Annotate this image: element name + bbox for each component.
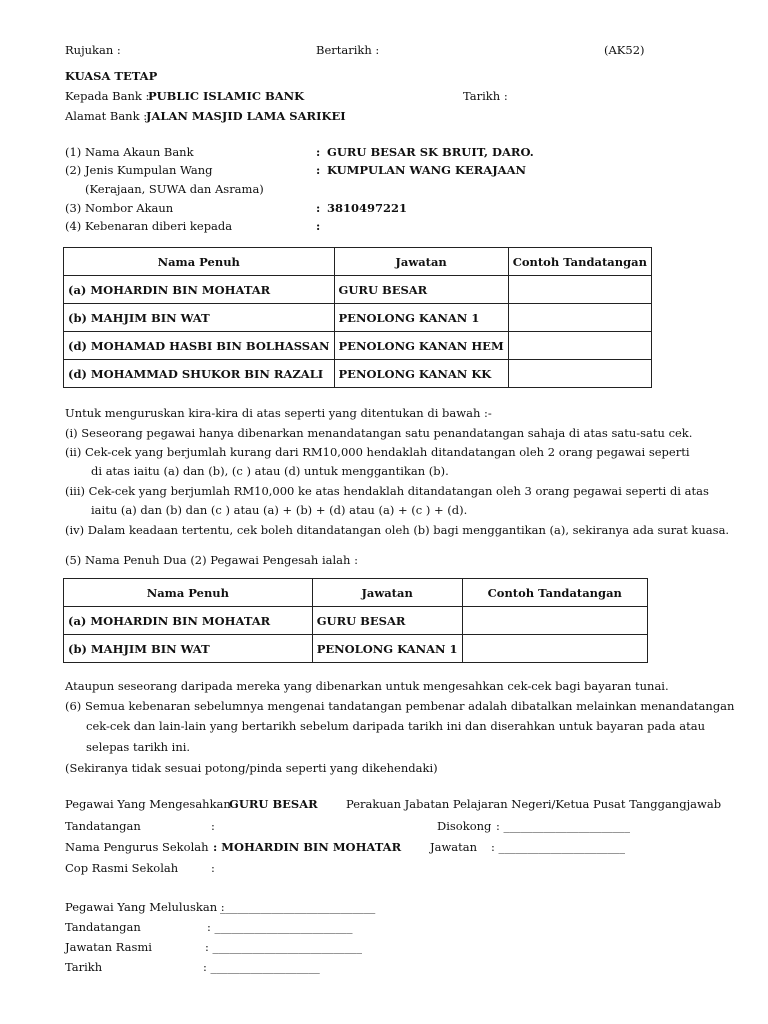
field-label: (1) Nama Akaun Bank	[65, 145, 194, 159]
column-header: Nama Penuh	[64, 248, 335, 276]
field-label: (3) Nombor Akaun	[65, 201, 174, 215]
bertarikh-label: Bertarikh :	[316, 43, 380, 57]
note-line: (6) Semua kebenaran sebelumnya mengenai tandatangan pembenar adalah dibatalkan melainkan menandatangan	[65, 699, 735, 713]
signatory-post: PENOLONG KANAN HEM	[334, 332, 508, 360]
tandatangan-colon: :	[211, 819, 215, 833]
rule-line: (iii) Cek-cek yang berjumlah RM10,000 ke atas hendaklah ditandatangan oleh 3 orang pegawai seperti di atas	[65, 484, 709, 498]
jawatan-rasmi-blank: : __________________________	[205, 940, 363, 954]
pegawai-mengesahkan-label: Pegawai Yang Mengesahkan :	[65, 797, 239, 811]
kepada-bank-label: Kepada Bank :	[65, 89, 150, 103]
note-line: selepas tarikh ini.	[86, 740, 191, 754]
signatory-name: (d) MOHAMAD HASBI BIN BOLHASSAN	[64, 332, 335, 360]
kepada-bank-value: PUBLIC ISLAMIC BANK	[148, 89, 305, 103]
signatory-name: (a) MOHARDIN BIN MOHATAR	[64, 276, 335, 304]
alamat-bank-value: JALAN MASJID LAMA SARIKEI	[146, 109, 346, 123]
signature-cell	[462, 635, 647, 663]
jawatan-blank: : ______________________	[491, 840, 626, 854]
rule-line: (iv) Dalam keadaan tertentu, cek boleh ditandatangan oleh (b) bagi menggantikan (a), sekiranya ada surat kuasa.	[65, 523, 730, 537]
table-row	[64, 635, 648, 663]
pegawai-meluluskan-label: Pegawai Yang Meluluskan :	[65, 900, 225, 914]
field-colon: :	[316, 145, 321, 159]
field-colon: :	[316, 163, 321, 177]
column-header: Contoh Tandatangan	[462, 579, 647, 607]
signatory-name: (d) MOHAMMAD SHUKOR BIN RAZALI	[64, 360, 335, 388]
note-line: (Sekiranya tidak sesuai potong/pinda seperti yang dikehendaki)	[65, 761, 438, 775]
rujukan-label: Rujukan :	[65, 43, 121, 57]
rule-line: (ii) Cek-cek yang berjumlah kurang dari RM10,000 hendaklah ditandatangan oleh 2 orang pegawai seperti	[65, 445, 690, 459]
table-row	[64, 607, 648, 635]
cop-rasmi-label: Cop Rasmi Sekolah	[65, 861, 179, 875]
pegawai-meluluskan-blank: ___________________________	[220, 900, 376, 914]
form-code: (AK52)	[604, 43, 645, 57]
table-header-row	[64, 579, 648, 607]
column-header: Contoh Tandatangan	[508, 248, 651, 276]
table-header-row	[64, 248, 652, 276]
approval-tarikh-blank: : ___________________	[203, 960, 320, 974]
note-line: Ataupun seseorang daripada mereka yang dibenarkan untuk mengesahkan cek-cek bagi bayaran tunai.	[65, 679, 669, 693]
signatory-post: PENOLONG KANAN KK	[334, 360, 508, 388]
column-header: Jawatan	[334, 248, 508, 276]
signatory-name: (b) MAHJIM BIN WAT	[64, 304, 335, 332]
nama-pengurus-value: : MOHARDIN BIN MOHATAR	[213, 840, 402, 854]
section-5-heading: (5) Nama Penuh Dua (2) Pegawai Pengesah ialah :	[65, 553, 358, 567]
nama-pengurus-label: Nama Pengurus Sekolah	[65, 840, 209, 854]
rules-intro: Untuk menguruskan kira-kira di atas seperti yang ditentukan di bawah :-	[65, 406, 492, 420]
note-line: cek-cek dan lain-lain yang bertarikh sebelum daripada tarikh ini dan diserahkan untuk bayaran pada atau	[86, 719, 706, 733]
tarikh-label: Tarikh :	[463, 89, 508, 103]
verifying-officers-table	[63, 578, 648, 663]
authorized-signatories-table	[63, 247, 652, 388]
signature-cell	[508, 276, 651, 304]
cop-rasmi-colon: :	[211, 861, 215, 875]
jawatan-label: Jawatan	[430, 840, 478, 854]
alamat-bank-label: Alamat Bank :	[65, 109, 148, 123]
field-value: GURU BESAR SK BRUIT, DARO.	[327, 145, 534, 159]
field-label: (4) Kebenaran diberi kepada	[65, 219, 233, 233]
approval-tarikh-label: Tarikh	[65, 960, 103, 974]
disokong-blank: : ______________________	[496, 819, 631, 833]
column-header: Jawatan	[312, 579, 462, 607]
officer-name: (b) MAHJIM BIN WAT	[64, 635, 313, 663]
rule-line: iaitu (a) dan (b) dan (c ) atau (a) + (b) + (d) atau (a) + (c ) + (d).	[91, 503, 468, 517]
signature-cell	[508, 304, 651, 332]
signatory-post: PENOLONG KANAN 1	[334, 304, 508, 332]
field-value: 3810497221	[327, 201, 408, 215]
signature-cell	[462, 607, 647, 635]
signature-cell	[508, 360, 651, 388]
approval-tandatangan-label: Tandatangan	[65, 920, 141, 934]
signatory-post: GURU BESAR	[334, 276, 508, 304]
tandatangan-label: Tandatangan	[65, 819, 141, 833]
rule-line: di atas iaitu (a) dan (b), (c ) atau (d) untuk menggantikan (b).	[91, 464, 449, 478]
table-row	[64, 304, 652, 332]
pegawai-mengesahkan-value: GURU BESAR	[229, 797, 318, 811]
officer-post: GURU BESAR	[312, 607, 462, 635]
field-label: (Kerajaan, SUWA dan Asrama)	[85, 182, 264, 196]
field-colon: :	[316, 219, 321, 233]
disokong-label: Disokong	[437, 819, 492, 833]
field-label: (2) Jenis Kumpulan Wang	[65, 163, 213, 177]
approval-tandatangan-blank: : ________________________	[207, 920, 353, 934]
field-value: KUMPULAN WANG KERAJAAN	[327, 163, 527, 177]
table-row	[64, 276, 652, 304]
jawatan-rasmi-label: Jawatan Rasmi	[65, 940, 152, 954]
field-colon: :	[316, 201, 321, 215]
table-row	[64, 332, 652, 360]
table-row	[64, 360, 652, 388]
perakuan-label: Perakuan Jabatan Pelajaran Negeri/Ketua Pusat Tanggangjawab	[346, 797, 722, 811]
document-title: KUASA TETAP	[65, 69, 158, 83]
column-header: Nama Penuh	[64, 579, 313, 607]
signature-cell	[508, 332, 651, 360]
officer-post: PENOLONG KANAN 1	[312, 635, 462, 663]
rule-line: (i) Seseorang pegawai hanya dibenarkan menandatangan satu penandatangan sahaja di atas satu-satu cek.	[65, 426, 693, 440]
officer-name: (a) MOHARDIN BIN MOHATAR	[64, 607, 313, 635]
